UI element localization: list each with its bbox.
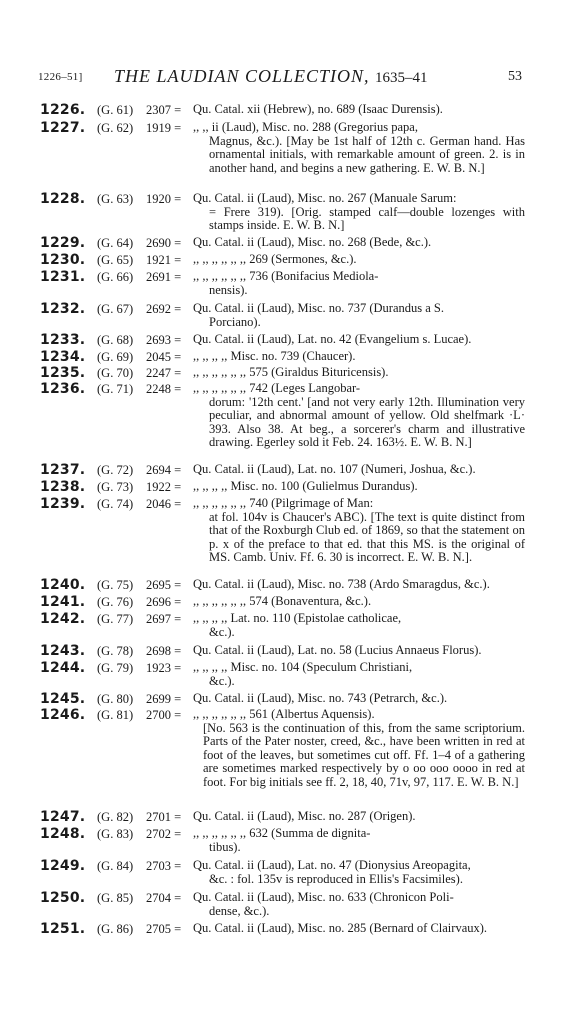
description-first-line: Qu. Catal. ii (Laud), Misc. no. 737 (Durandus a S. <box>193 301 445 315</box>
description-first-line: Qu. Catal. ii (Laud), Misc. no. 267 (Manuale Sarum: <box>193 191 457 205</box>
entry-number: 1249. <box>40 858 86 874</box>
description-first-line: Qu. Catal. xii (Hebrew), no. 689 (Isaac Durensis). <box>193 102 443 116</box>
g-reference: (G. 66) <box>97 270 134 284</box>
title-years: 1635–41 <box>375 70 428 86</box>
shelf-number: 1920 = <box>146 192 182 206</box>
entry-description <box>193 270 525 297</box>
title-text: THE LAUDIAN COLLECTION, <box>114 66 370 86</box>
shelf-number: 1923 = <box>146 661 182 675</box>
entry-number: 1238. <box>40 479 86 495</box>
shelf-number: 2703 = <box>146 859 182 873</box>
entry-number: 1226. <box>40 102 86 118</box>
shelf-number: 2695 = <box>146 578 182 592</box>
entry-number: 1242. <box>40 611 86 627</box>
entry-description <box>193 236 525 250</box>
entry-number: 1241. <box>40 594 86 610</box>
entry-description <box>193 463 525 477</box>
description-first-line: ,, ,, ,, ,, ,, ,, 632 (Summa de dignita- <box>193 826 371 840</box>
shelf-number: 2046 = <box>146 497 182 511</box>
description-first-line: Qu. Catal. ii (Laud), Misc. no. 285 (Bernard of Clairvaux). <box>193 921 488 935</box>
entry-number: 1228. <box>40 191 86 207</box>
entry-description <box>193 859 525 886</box>
entry-number: 1231. <box>40 269 86 285</box>
description-continuation: &c.). <box>209 624 235 639</box>
description-first-line: Qu. Catal. ii (Laud), Misc. no. 287 (Origen). <box>193 809 416 823</box>
entry-description <box>193 497 525 565</box>
g-reference: (G. 69) <box>97 350 134 364</box>
entry-description <box>193 302 525 329</box>
entry-description <box>193 891 525 918</box>
shelf-number: 2248 = <box>146 382 182 396</box>
shelf-number: 2247 = <box>146 366 182 380</box>
entry-range: 1226–51] <box>38 71 83 83</box>
shelf-number: 2698 = <box>146 644 182 658</box>
description-first-line: ,, ,, ,, ,, ,, ,, 736 (Bonifacius Mediola- <box>193 269 379 283</box>
description-first-line: Qu. Catal. ii (Laud), Misc. no. 743 (Petrarch, &c.). <box>193 691 448 705</box>
entry-description <box>193 578 525 592</box>
shelf-number: 2700 = <box>146 708 182 722</box>
description-continuation: Porciano). <box>209 314 261 329</box>
entry-number: 1235. <box>40 365 86 381</box>
description-continuation: tibus). <box>209 839 241 854</box>
shelf-number: 1919 = <box>146 121 182 135</box>
g-reference: (G. 70) <box>97 366 134 380</box>
description-continuation: dense, &c.). <box>209 903 270 918</box>
g-reference: (G. 78) <box>97 644 134 658</box>
entry-number: 1230. <box>40 252 86 268</box>
g-reference: (G. 79) <box>97 661 134 675</box>
entry-description <box>193 350 525 364</box>
description-first-line: Qu. Catal. ii (Laud), Lat. no. 47 (Dionysius Areopagita, <box>193 858 471 872</box>
entry-description <box>193 333 525 347</box>
description-continuation: &c.). <box>209 673 235 688</box>
entry-description <box>193 121 525 175</box>
description-continuation: [No. 563 is the continuation of this, from the same scriptorium. Parts of the Pater noster, creed, &c., have been written in red at foot of the leaves, but sometimes cut off. Ff. 1–4 of a gathering are sometimes marked respectively by o oo ooo oooo in red at foot. For big initials see ff. 2, 18, 40, 71v, 97, 117. E. W. B. N.] <box>203 720 525 789</box>
shelf-number: 2704 = <box>146 891 182 905</box>
entry-number: 1232. <box>40 301 86 317</box>
entry-number: 1240. <box>40 577 86 593</box>
description-first-line: Qu. Catal. ii (Laud), Lat. no. 42 (Evangelium s. Lucae). <box>193 332 472 346</box>
g-reference: (G. 71) <box>97 382 134 396</box>
shelf-number: 2693 = <box>146 333 182 347</box>
g-reference: (G. 63) <box>97 192 134 206</box>
page-title <box>114 66 428 87</box>
entry-description <box>193 366 525 380</box>
entry-number: 1248. <box>40 826 86 842</box>
g-reference: (G. 80) <box>97 692 134 706</box>
description-first-line: Qu. Catal. ii (Laud), Misc. no. 268 (Bede, &c.). <box>193 235 432 249</box>
entry-number: 1247. <box>40 809 86 825</box>
shelf-number: 2705 = <box>146 922 182 936</box>
entry-number: 1233. <box>40 332 86 348</box>
shelf-number: 2307 = <box>146 103 182 117</box>
g-reference: (G. 82) <box>97 810 134 824</box>
description-continuation: dorum: '12th cent.' [and not very early 12th. Illumination very peculiar, and abnormal amount of yellow. Old shelfmark ·L· 393. Also 38. At beg., a sorcerer's charm and illustrative drawing. Egerley sold it Feb. 24. 163½. E. W. B. N.] <box>209 394 525 449</box>
entry-description <box>193 382 525 450</box>
entry-description <box>193 661 525 688</box>
entry-description <box>193 644 525 658</box>
g-reference: (G. 85) <box>97 891 134 905</box>
description-first-line: ,, ,, ,, ,, ,, ,, 575 (Giraldus Bituricensis). <box>193 365 389 379</box>
entry-number: 1236. <box>40 381 86 397</box>
g-reference: (G. 64) <box>97 236 134 250</box>
description-continuation: = Frere 319). [Orig. stamped calf—double lozenges with stamps inside. E. W. B. N.] <box>209 204 525 232</box>
description-first-line: ,, ,, ,, ,, ,, ,, 742 (Leges Langobar- <box>193 381 361 395</box>
description-continuation: nensis). <box>209 282 248 297</box>
entry-description <box>193 922 525 936</box>
entry-number: 1237. <box>40 462 86 478</box>
shelf-number: 1921 = <box>146 253 182 267</box>
entry-description <box>193 612 525 639</box>
entry-number: 1239. <box>40 496 86 512</box>
description-first-line: ,, ,, ,, ,, ,, ,, 740 (Pilgrimage of Man: <box>193 496 374 510</box>
page-number: 53 <box>508 69 522 84</box>
description-first-line: Qu. Catal. ii (Laud), Misc. no. 633 (Chronicon Poli- <box>193 890 454 904</box>
g-reference: (G. 76) <box>97 595 134 609</box>
description-first-line: ,, ,, ,, ,, ,, ,, 561 (Albertus Aquensis). <box>193 707 375 721</box>
g-reference: (G. 67) <box>97 302 134 316</box>
entry-number: 1243. <box>40 643 86 659</box>
description-continuation: &c. : fol. 135v is reproduced in Ellis's Facsimiles). <box>209 871 463 886</box>
description-continuation: Magnus, &c.). [May be 1st half of 12th c. German hand. Has ornamental initials, with remarkable amount of green. 2. is in another hand, and begins a new gathering. E. W. B. N.] <box>209 133 525 175</box>
entry-description <box>193 595 525 609</box>
entry-number: 1234. <box>40 349 86 365</box>
description-first-line: ,, ,, ii (Laud), Misc. no. 288 (Gregorius papa, <box>193 120 418 134</box>
description-first-line: ,, ,, ,, ,, Misc. no. 100 (Gulielmus Durandus). <box>193 479 418 493</box>
g-reference: (G. 65) <box>97 253 134 267</box>
g-reference: (G. 81) <box>97 708 134 722</box>
g-reference: (G. 61) <box>97 103 134 117</box>
entry-number: 1251. <box>40 921 86 937</box>
shelf-number: 2699 = <box>146 692 182 706</box>
g-reference: (G. 75) <box>97 578 134 592</box>
entry-description <box>193 827 525 854</box>
description-first-line: Qu. Catal. ii (Laud), Lat. no. 58 (Lucius Annaeus Florus). <box>193 643 482 657</box>
running-head <box>38 66 522 88</box>
description-first-line: ,, ,, ,, ,, Misc. no. 739 (Chaucer). <box>193 349 356 363</box>
description-first-line: ,, ,, ,, ,, Misc. no. 104 (Speculum Christiani, <box>193 660 413 674</box>
g-reference: (G. 86) <box>97 922 134 936</box>
entry-number: 1246. <box>40 707 86 723</box>
shelf-number: 2690 = <box>146 236 182 250</box>
description-first-line: ,, ,, ,, ,, ,, ,, 574 (Bonaventura, &c.). <box>193 594 372 608</box>
g-reference: (G. 77) <box>97 612 134 626</box>
description-first-line: Qu. Catal. ii (Laud), Lat. no. 107 (Numeri, Joshua, &c.). <box>193 462 476 476</box>
description-continuation: at fol. 104v is Chaucer's ABC). [The text is quite distinct from that of the Roxburgh Club ed. of 1869, so that the statement on p. x of the preface to that ed. that this MS. is the original of MS. Camb. Univ. Ff. 6. 30 is incorrect. E. W. B. N.]. <box>209 509 525 564</box>
entry-number: 1245. <box>40 691 86 707</box>
entry-number: 1227. <box>40 120 86 136</box>
shelf-number: 2694 = <box>146 463 182 477</box>
entry-description <box>193 103 525 117</box>
entry-number: 1250. <box>40 890 86 906</box>
shelf-number: 2696 = <box>146 595 182 609</box>
g-reference: (G. 73) <box>97 480 134 494</box>
description-first-line: Qu. Catal. ii (Laud), Misc. no. 738 (Ardo Smaragdus, &c.). <box>193 577 490 591</box>
entry-description <box>193 253 525 267</box>
shelf-number: 2702 = <box>146 827 182 841</box>
shelf-number: 2045 = <box>146 350 182 364</box>
g-reference: (G. 62) <box>97 121 134 135</box>
g-reference: (G. 72) <box>97 463 134 477</box>
description-first-line: ,, ,, ,, ,, Lat. no. 110 (Epistolae catholicae, <box>193 611 402 625</box>
shelf-number: 2692 = <box>146 302 182 316</box>
g-reference: (G. 68) <box>97 333 134 347</box>
shelf-number: 2691 = <box>146 270 182 284</box>
entry-number: 1244. <box>40 660 86 676</box>
g-reference: (G. 84) <box>97 859 134 873</box>
entry-description <box>193 692 525 706</box>
entry-description <box>193 810 525 824</box>
g-reference: (G. 74) <box>97 497 134 511</box>
shelf-number: 1922 = <box>146 480 182 494</box>
shelf-number: 2697 = <box>146 612 182 626</box>
entry-description <box>193 480 525 494</box>
entry-description <box>193 192 525 233</box>
entry-number: 1229. <box>40 235 86 251</box>
g-reference: (G. 83) <box>97 827 134 841</box>
entry-description <box>193 708 525 789</box>
shelf-number: 2701 = <box>146 810 182 824</box>
description-first-line: ,, ,, ,, ,, ,, ,, 269 (Sermones, &c.). <box>193 252 357 266</box>
